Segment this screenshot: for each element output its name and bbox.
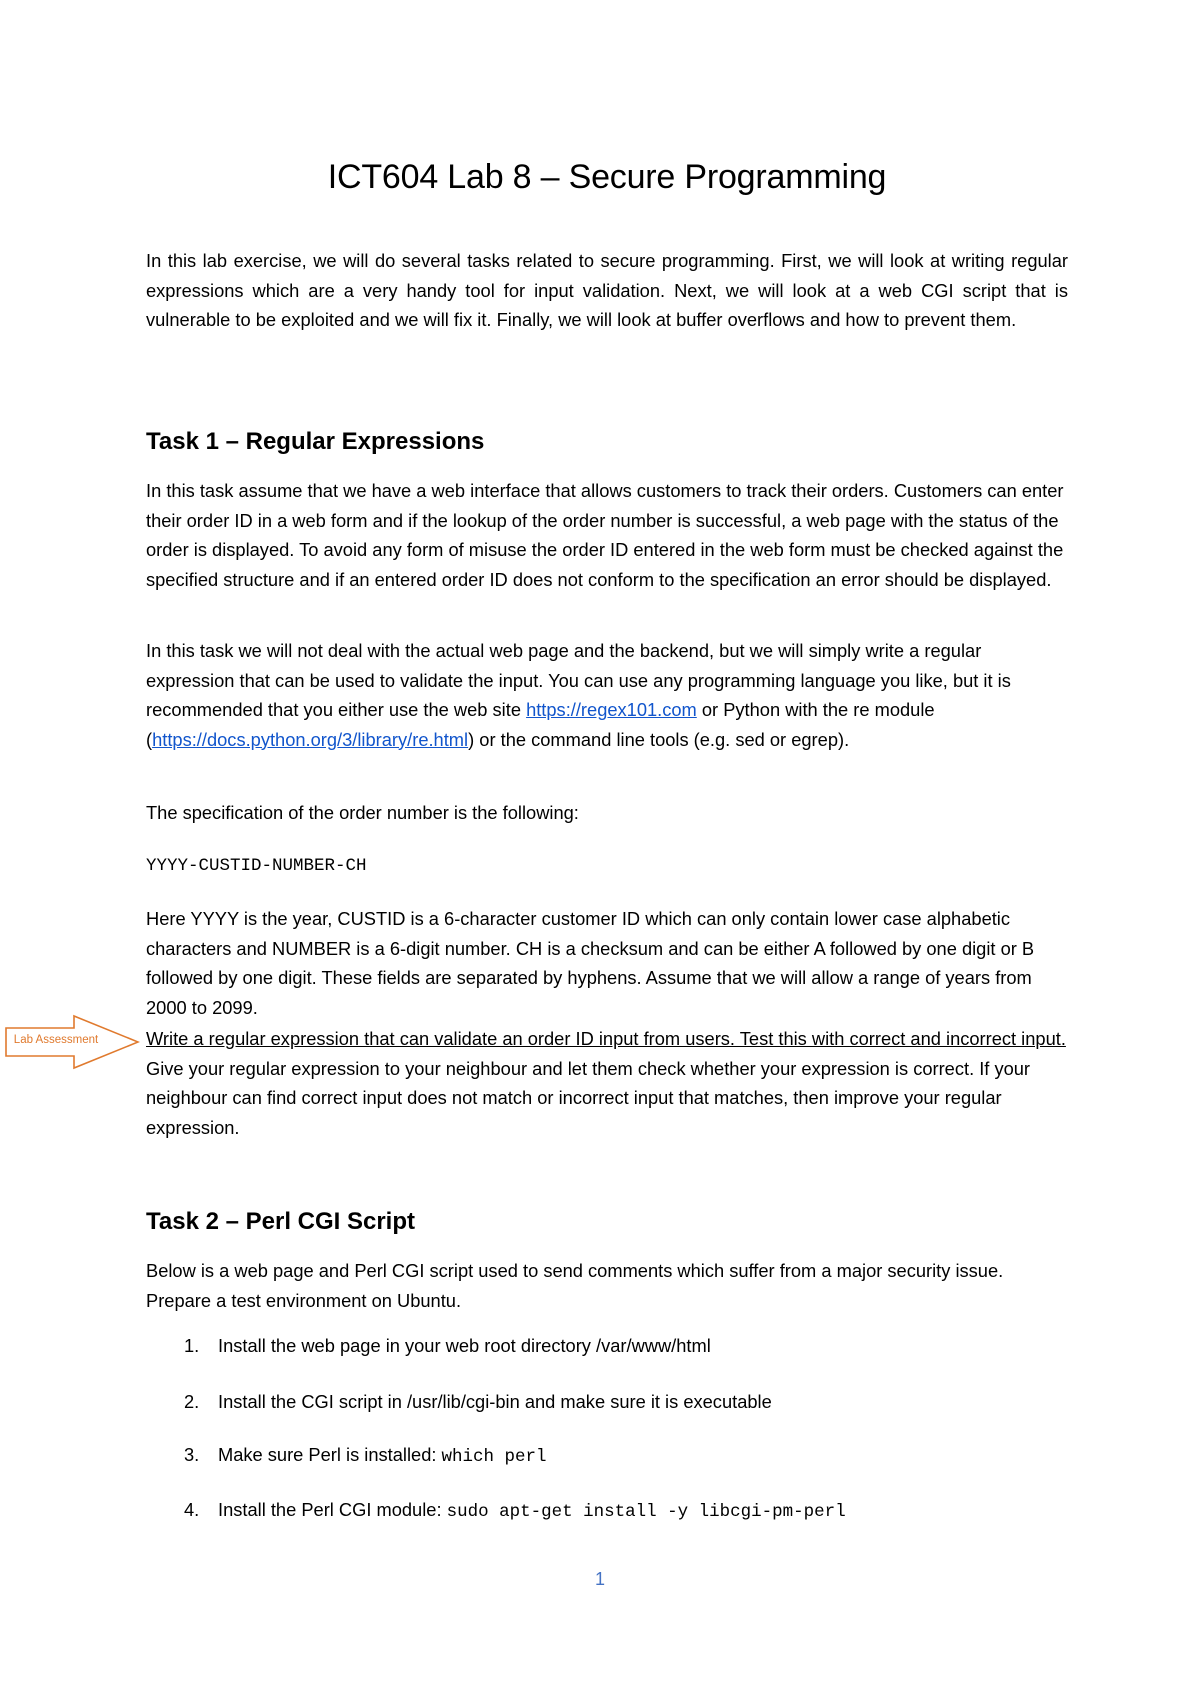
- step-text: Install the CGI script in /usr/lib/cgi-bin and make sure it is executable: [218, 1391, 772, 1412]
- python-re-docs-link[interactable]: https://docs.python.org/3/library/re.html: [152, 728, 469, 750]
- intro-paragraph: In this lab exercise, we will do several tasks related to secure programming. First, we will look at writing regular expressions which are a very handy tool for input validation. Next, we will look at a web CGI script that is vulnerable to be exploited and we will fix it. Finally, we will look at buffer overflows and how to prevent them.: [146, 250, 1068, 330]
- page-title: ICT604 Lab 8 – Secure Programming: [327, 158, 887, 196]
- step-text: Install the web page in your web root directory /var/www/html: [218, 1335, 711, 1356]
- task1-paragraph-2-text-a: In this task we will not deal with the actual web page and the backend, but we will simply write a regular expression that can be used to validate the input. You can use any programming language you like, but it is recommended that you either use the web site: [146, 640, 1011, 720]
- lab-assessment-label: Lab Assessment: [13, 1034, 99, 1046]
- task1-paragraph-2-text-c: ) or the command line tools (e.g. sed or egrep).: [468, 728, 850, 750]
- setup-steps-list: [146, 1332, 1068, 1526]
- step-number: 2.: [184, 1391, 200, 1412]
- assessment-instruction: Write a regular expression that can validate an order ID input from users. Test this with correct and incorrect input.: [146, 1028, 1066, 1049]
- step-code: sudo apt-get install -y libcgi-pm-perl: [446, 1502, 846, 1522]
- step-text: Install the Perl CGI module:: [218, 1499, 447, 1520]
- step-number: 4.: [184, 1499, 200, 1520]
- setup-step: [146, 1441, 1068, 1471]
- task1-paragraph-2: [146, 636, 1068, 754]
- task2-heading: Task 2 – Perl CGI Script: [146, 1208, 416, 1235]
- step-text: Make sure Perl is installed:: [218, 1444, 442, 1465]
- step-code: which perl: [441, 1447, 547, 1467]
- assessment-instruction-rest: Give your regular expression to your neighbour and let them check whether your expression is correct. If your neighbour can find correct input does not match or incorrect input that matches, then improve your regular expression.: [146, 1057, 1031, 1138]
- step-number: 3.: [184, 1444, 200, 1465]
- task1-paragraph-4: Here YYYY is the year, CUSTID is a 6-character customer ID which can only contain lower case alphabetic characters and NUMBER is a 6-digit number. CH is a checksum and can be either A followed by one digit or B followed by one digit. These fields are separated by hyphens. Assume that we will allow a range of years from 2000 to 2099.: [146, 908, 1035, 1018]
- task1-paragraph-1: In this task assume that we have a web interface that allows customers to track their orders. Customers can enter their order ID in a web form and if the lookup of the order number is successful, a web page with the status of the order is displayed. To avoid any form of misuse the order ID entered in the web form must be checked against the specified structure and if an entered order ID does not conform to the specification an error should be displayed.: [146, 480, 1064, 590]
- setup-step: [146, 1388, 1068, 1416]
- page-number: 1: [594, 1569, 605, 1589]
- task1-heading: Task 1 – Regular Expressions: [146, 428, 485, 455]
- order-id-spec: YYYY-CUSTID-NUMBER-CH: [146, 856, 367, 876]
- setup-step: [146, 1332, 1068, 1360]
- regex101-link[interactable]: https://regex101.com: [526, 699, 697, 720]
- task1-paragraph-3: The specification of the order number is the following:: [146, 802, 579, 823]
- setup-step: [146, 1496, 1068, 1526]
- task2-paragraph-1: Below is a web page and Perl CGI script used to send comments which suffer from a major security issue. Prepare a test environment on Ubuntu.: [146, 1260, 1004, 1311]
- task1-paragraph-2-text-b: or Python with the re module (: [146, 699, 935, 750]
- task1-assessment-paragraph: [146, 1024, 1068, 1142]
- step-number: 1.: [184, 1335, 200, 1356]
